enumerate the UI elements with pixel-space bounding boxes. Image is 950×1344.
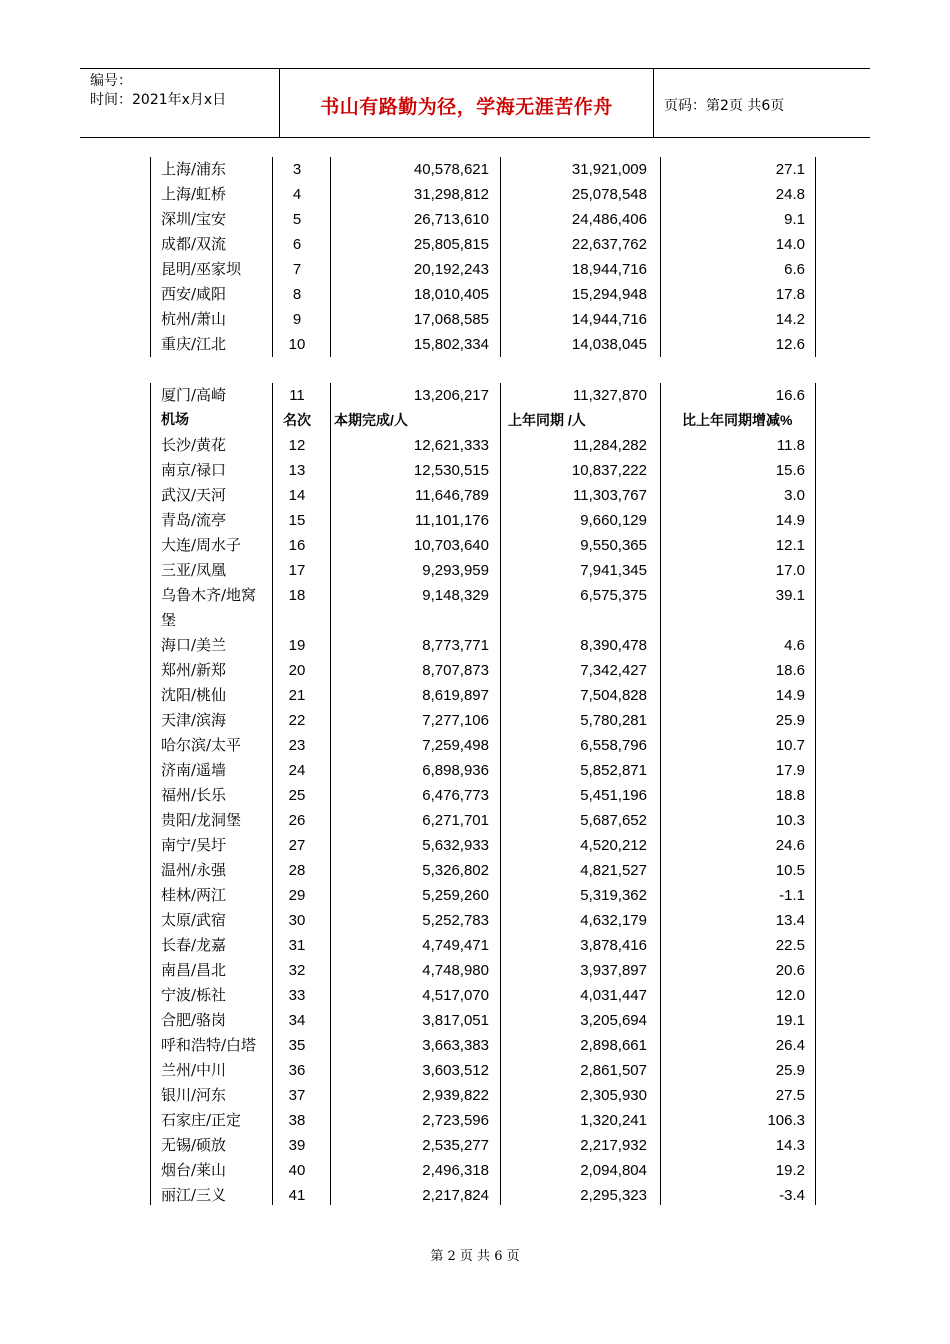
cell-previous: 11,284,282 [573,437,647,454]
header-page-label: 页码：第2页 共6页 [664,98,785,114]
table-row [150,1133,820,1158]
cell-previous: 5,687,652 [580,812,647,829]
table-row [150,1083,820,1108]
cell-rank: 40 [288,1162,306,1179]
cell-current: 8,707,873 [422,662,489,679]
cell-previous: 4,031,447 [580,987,647,1004]
table-row [150,433,820,458]
cell-current: 5,632,933 [422,837,489,854]
cell-rank: 15 [288,512,306,529]
cell-previous: 5,852,871 [580,762,647,779]
cell-current: 7,277,106 [422,712,489,729]
cell-rank: 37 [288,1087,306,1104]
cell-change: 17.0 [775,562,805,579]
cell-change: 25.9 [775,1062,805,1079]
cell-rank: 22 [288,712,306,729]
cell-airport: 太原/武宿 [161,911,227,929]
cell-previous: 2,094,804 [580,1162,647,1179]
cell-previous: 25,078,548 [571,186,647,203]
cell-rank: 16 [288,537,306,554]
cell-airport: 南昌/昌北 [161,961,227,979]
cell-airport: 烟台/莱山 [161,1161,227,1179]
cell-current: 11,646,789 [415,487,489,504]
cell-previous: 11,327,870 [573,387,647,404]
cell-change: 27.1 [775,161,805,178]
cell-rank: 5 [292,211,302,228]
cell-airport: 厦门/高崎 [161,386,227,404]
table-row [150,558,820,583]
cell-change: 27.5 [775,1087,805,1104]
cell-rank: 11 [289,387,305,404]
cell-change: 20.6 [775,962,805,979]
cell-change: 24.8 [775,186,805,203]
cell-rank: 41 [288,1187,306,1204]
number-label: 编号： [90,73,132,89]
cell-current: 18,010,405 [413,286,489,303]
cell-current: 2,723,596 [422,1112,489,1129]
cell-airport: 哈尔滨/太平 [161,736,242,754]
cell-rank: 33 [288,987,306,1004]
table-row [150,1158,820,1183]
cell-current: 5,326,802 [422,862,489,879]
cell-current: 4,517,070 [422,987,489,1004]
cell-change: 14.0 [775,236,805,253]
cell-current: 6,476,773 [422,787,489,804]
cell-rank: 32 [288,962,306,979]
cell-change: 10.7 [775,737,805,754]
cell-change: 11.8 [776,437,805,454]
cell-rank: 14 [288,487,306,504]
table-row [150,983,820,1008]
header-meta [80,69,280,137]
page-header [80,68,870,138]
cell-rank: 36 [288,1062,306,1079]
cell-current: 3,817,051 [422,1012,489,1029]
cell-current: 2,496,318 [422,1162,489,1179]
cell-airport: 成都/双流 [161,235,227,253]
cell-airport: 银川/河东 [161,1086,227,1104]
table-rule [660,383,661,1205]
cell-change: 4.6 [784,637,805,654]
cell-airport: 深圳/宝安 [161,210,227,228]
cell-change: 6.6 [784,261,805,278]
table-row [150,1108,820,1133]
cell-rank: 23 [288,737,306,754]
table-rule [272,157,273,357]
column-header-previous: 上年同期 /人 [508,412,586,428]
cell-airport: 南宁/吴圩 [161,836,227,854]
cell-rank: 30 [288,912,306,929]
cell-previous: 7,342,427 [580,662,647,679]
cell-change: 24.6 [775,837,805,854]
cell-current: 9,148,329 [422,587,489,604]
cell-airport: 大连/周水子 [161,536,242,554]
cell-change: 16.6 [775,387,805,404]
table-rule [815,383,816,1205]
table-row [150,282,820,307]
cell-current: 26,713,610 [413,211,489,228]
table-row [150,683,820,708]
cell-airport: 长春/龙嘉 [161,936,227,954]
cell-previous: 5,319,362 [580,887,647,904]
column-header-current: 本期完成/人 [334,412,408,428]
table-row [150,933,820,958]
cell-rank: 25 [288,787,306,804]
cell-previous: 10,837,222 [571,462,647,479]
cell-previous: 14,038,045 [571,336,647,353]
cell-previous: 1,320,241 [580,1112,647,1129]
cell-rank: 20 [288,662,306,679]
cell-airport: 长沙/黄花 [161,436,227,454]
cell-previous: 7,504,828 [580,687,647,704]
cell-current: 25,805,815 [413,236,489,253]
cell-change: 14.9 [775,512,805,529]
table-row [150,182,820,207]
table-row [150,1183,820,1208]
cell-airport: 沈阳/桃仙 [161,686,227,704]
table-row [150,583,820,633]
table-rule [150,383,151,1205]
table-row [150,858,820,883]
cell-change: -3.4 [779,1187,805,1204]
cell-current: 11,101,176 [415,512,489,529]
cell-previous: 9,550,365 [580,537,647,554]
table-row [150,307,820,332]
cell-airport: 南京/禄口 [161,461,227,479]
cell-rank: 27 [288,837,306,854]
cell-previous: 11,303,767 [573,487,647,504]
cell-airport: 天津/滨海 [161,711,227,729]
table-row [150,483,820,508]
cell-change: 3.0 [784,487,805,504]
cell-rank: 28 [288,862,306,879]
cell-rank: 38 [288,1112,306,1129]
cell-airport: 三亚/凤凰 [161,561,227,579]
cell-airport: 上海/虹桥 [161,185,227,203]
table-rule [660,157,661,357]
cell-current: 4,748,980 [422,962,489,979]
table-row [150,883,820,908]
table-rule [330,383,331,1205]
cell-change: 19.1 [775,1012,805,1029]
cell-airport: 济南/遥墙 [161,761,227,779]
cell-rank: 17 [288,562,306,579]
cell-previous: 24,486,406 [571,211,647,228]
cell-previous: 2,217,932 [580,1137,647,1154]
cell-change: 22.5 [775,937,805,954]
cell-previous: 18,944,716 [571,261,647,278]
cell-rank: 24 [288,762,306,779]
cell-previous: 4,520,212 [580,837,647,854]
cell-change: 19.2 [775,1162,805,1179]
cell-change: 12.6 [775,336,805,353]
cell-airport: 呼和浩特/白塔 [161,1036,257,1054]
cell-previous: 2,305,930 [580,1087,647,1104]
cell-change: 10.5 [775,862,805,879]
cell-change: 14.2 [775,311,805,328]
cell-previous: 5,451,196 [580,787,647,804]
cell-change: 39.1 [775,587,805,604]
table-row [150,508,820,533]
cell-airport: 西安/咸阳 [161,285,227,303]
column-header-rank: 名次 [283,412,311,428]
cell-airport: 桂林/两江 [161,886,227,904]
cell-change: 14.9 [775,687,805,704]
cell-airport: 乌鲁木齐/地窝堡 [161,586,257,629]
table-row [150,733,820,758]
column-header-airport: 机场 [161,412,189,428]
cell-current: 40,578,621 [413,161,489,178]
cell-previous: 9,660,129 [580,512,647,529]
cell-rank: 31 [288,937,306,954]
cell-rank: 26 [288,812,306,829]
cell-current: 6,271,701 [422,812,489,829]
table-block-1 [150,157,820,357]
cell-airport: 合肥/骆岗 [161,1011,227,1029]
cell-previous: 14,944,716 [571,311,647,328]
cell-airport: 兰州/中川 [161,1061,227,1079]
table-rule [272,383,273,1205]
table-header-row [150,408,820,433]
table-row [150,708,820,733]
cell-airport: 宁波/栎社 [161,986,227,1004]
table-rule [815,157,816,357]
cell-airport: 石家庄/正定 [161,1111,242,1129]
cell-airport: 海口/美兰 [161,636,227,654]
page-footer: 第 2 页 共 6 页 [430,1249,520,1264]
cell-current: 8,773,771 [422,637,489,654]
cell-airport: 福州/长乐 [161,786,227,804]
cell-airport: 昆明/巫家坝 [161,260,242,278]
cell-previous: 4,821,527 [580,862,647,879]
cell-previous: 7,941,345 [580,562,647,579]
cell-change: 17.9 [775,762,805,779]
table-row [150,1008,820,1033]
cell-change: 13.4 [775,912,805,929]
cell-change: -1.1 [779,887,805,904]
cell-previous: 15,294,948 [571,286,647,303]
cell-airport: 重庆/江北 [161,335,227,353]
cell-previous: 3,205,694 [580,1012,647,1029]
cell-rank: 3 [292,161,302,178]
cell-change: 12.0 [775,987,805,1004]
table-block-2 [150,383,820,1208]
cell-airport: 丽江/三义 [161,1186,227,1204]
cell-previous: 2,861,507 [580,1062,647,1079]
table-row [150,332,820,357]
cell-change: 18.8 [775,787,805,804]
table-row [150,533,820,558]
table-row [150,633,820,658]
cell-change: 9.1 [784,211,805,228]
cell-previous: 3,937,897 [580,962,647,979]
table-row [150,758,820,783]
cell-previous: 22,637,762 [571,236,647,253]
cell-current: 7,259,498 [422,737,489,754]
cell-change: 18.6 [775,662,805,679]
cell-rank: 21 [288,687,306,704]
cell-rank: 10 [288,336,306,353]
table-row [150,908,820,933]
cell-previous: 6,558,796 [580,737,647,754]
cell-change: 10.3 [775,812,805,829]
time-label: 时间：2021年x月x日 [90,92,227,108]
cell-current: 12,621,333 [413,437,489,454]
cell-current: 31,298,812 [413,186,489,203]
cell-airport: 贵阳/龙洞堡 [161,811,242,829]
cell-current: 6,898,936 [422,762,489,779]
cell-current: 2,939,822 [422,1087,489,1104]
cell-change: 25.9 [775,712,805,729]
table-row [150,207,820,232]
cell-rank: 6 [292,236,302,253]
cell-rank: 35 [288,1037,306,1054]
header-motto: 书山有路勤为径，学海无涯苦作舟 [280,69,654,137]
cell-current: 5,252,783 [422,912,489,929]
table-row [150,783,820,808]
cell-airport: 无锡/硕放 [161,1136,227,1154]
cell-previous: 3,878,416 [580,937,647,954]
cell-change: 12.1 [775,537,805,554]
cell-airport: 上海/浦东 [161,160,227,178]
table-row [150,833,820,858]
table-row [150,1033,820,1058]
cell-rank: 7 [292,261,302,278]
cell-current: 10,703,640 [413,537,489,554]
cell-previous: 2,295,323 [580,1187,647,1204]
cell-airport: 温州/永强 [161,861,227,879]
table-row [150,958,820,983]
cell-current: 2,217,824 [422,1187,489,1204]
table-row [150,658,820,683]
cell-change: 15.6 [775,462,805,479]
table-row [150,458,820,483]
cell-airport: 武汉/天河 [161,486,227,504]
cell-current: 3,663,383 [422,1037,489,1054]
cell-change: 26.4 [775,1037,805,1054]
cell-current: 12,530,515 [413,462,489,479]
cell-current: 3,603,512 [422,1062,489,1079]
cell-current: 4,749,471 [422,937,489,954]
table-row [150,808,820,833]
table-rule [330,157,331,357]
cell-current: 15,802,334 [413,336,489,353]
cell-airport: 杭州/萧山 [161,310,227,328]
cell-change: 14.3 [775,1137,805,1154]
cell-rank: 39 [288,1137,306,1154]
cell-change: 17.8 [775,286,805,303]
cell-previous: 4,632,179 [580,912,647,929]
table-row [150,383,820,408]
table-row [150,257,820,282]
cell-rank: 4 [292,186,302,203]
cell-current: 2,535,277 [422,1137,489,1154]
table-row [150,157,820,182]
cell-previous: 6,575,375 [580,587,647,604]
cell-current: 8,619,897 [422,687,489,704]
cell-current: 9,293,959 [422,562,489,579]
table-row [150,1058,820,1083]
cell-rank: 34 [288,1012,306,1029]
cell-airport: 青岛/流亭 [161,511,227,529]
cell-current: 13,206,217 [413,387,489,404]
cell-current: 17,068,585 [413,311,489,328]
cell-current: 5,259,260 [422,887,489,904]
column-header-change: 比上年同期增减% [682,412,793,428]
table-rule [500,157,501,357]
cell-previous: 8,390,478 [580,637,647,654]
cell-rank: 9 [292,311,302,328]
cell-rank: 13 [288,462,306,479]
cell-change: 106.3 [767,1112,805,1129]
cell-rank: 8 [292,286,302,303]
table-rule [500,383,501,1205]
table-row [150,232,820,257]
cell-rank: 19 [288,637,306,654]
cell-previous: 31,921,009 [571,161,647,178]
cell-current: 20,192,243 [413,261,489,278]
cell-previous: 5,780,281 [580,712,647,729]
table-rule [150,157,151,357]
cell-previous: 2,898,661 [580,1037,647,1054]
cell-rank: 29 [288,887,306,904]
cell-airport: 郑州/新郑 [161,661,227,679]
cell-rank: 12 [288,437,306,454]
cell-rank: 18 [288,587,306,604]
